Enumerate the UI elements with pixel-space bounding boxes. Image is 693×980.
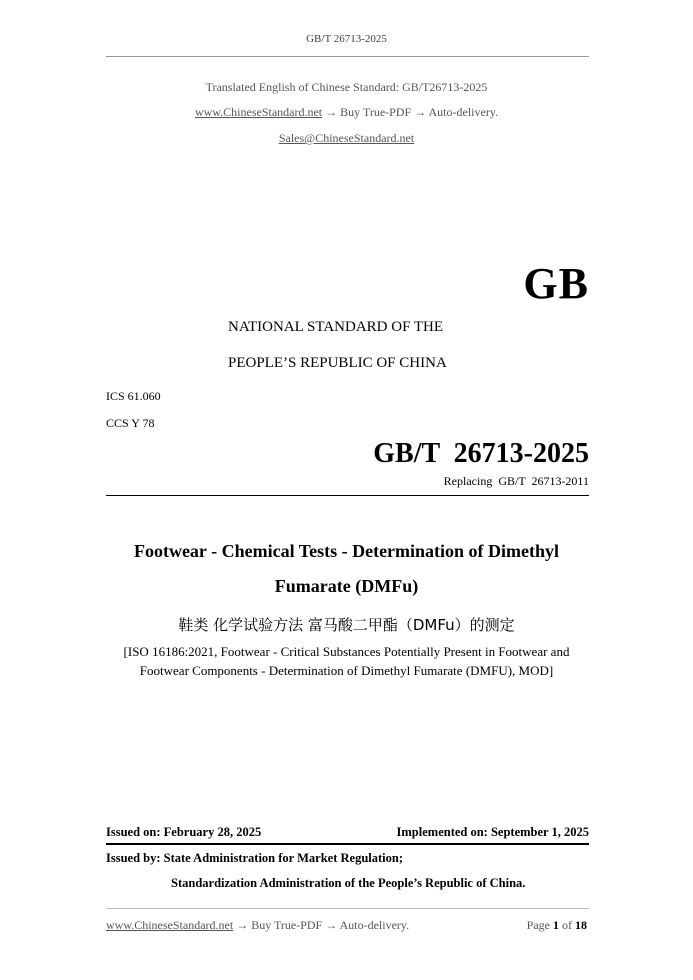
ccs-code: CCS Y 78 <box>106 416 155 430</box>
national-standard-line-2: PEOPLE’S REPUBLIC OF CHINA <box>228 355 447 371</box>
arrow-icon: → <box>236 918 249 932</box>
iso-reference <box>0 642 693 680</box>
standard-number: GB/T 26713-2025 <box>373 438 589 469</box>
promo-line <box>0 105 693 120</box>
header-rule <box>106 56 589 57</box>
title-line-2: Fumarate (DMFu) <box>274 576 419 596</box>
email-link[interactable]: Sales@ChineseStandard.net <box>278 131 415 145</box>
footer-rule <box>106 908 589 909</box>
ics-code: ICS 61.060 <box>106 389 161 403</box>
running-header: GB/T 26713-2025 <box>306 33 387 45</box>
issue-rule <box>106 843 589 845</box>
issued-by-line-2: Standardization Administration of the People’s Republic of China. <box>171 876 526 890</box>
page-label: Page <box>526 918 550 932</box>
chinese-title: 鞋类 化学试验方法 富马酸二甲酯（DMFu）的测定 <box>178 616 515 634</box>
arrow-icon: → <box>414 105 427 119</box>
national-standard-line-1: NATIONAL STANDARD OF THE <box>228 319 444 335</box>
auto-delivery-text: Auto-delivery. <box>428 105 499 119</box>
arrow-icon: → <box>325 918 338 932</box>
of-label: of <box>562 918 572 932</box>
arrow-icon: → <box>325 105 338 119</box>
buy-pdf-text: Buy True-PDF <box>340 105 412 119</box>
issued-on: Issued on: February 28, 2025 <box>106 825 262 839</box>
site-link[interactable]: www.ChineseStandard.net <box>194 105 323 119</box>
translation-notice: Translated English of Chinese Standard: GB/T26713-2025 <box>205 80 488 94</box>
issued-by-line-1: Issued by: State Administration for Market Regulation; <box>106 851 403 865</box>
footer-promo <box>106 918 409 933</box>
page-indicator <box>527 918 587 933</box>
email-line <box>0 131 693 146</box>
page-total: 18 <box>575 918 587 932</box>
footer-delivery-text: Auto-delivery. <box>339 918 410 932</box>
iso-reference-line-1: [ISO 16186:2021, Footwear - Critical Substances Potentially Present in Footwear and <box>123 644 570 659</box>
page-current: 1 <box>553 918 559 932</box>
gb-logo: GB <box>523 259 589 308</box>
footer-site-link[interactable]: www.ChineseStandard.net <box>106 918 234 932</box>
title-line-1: Footwear - Chemical Tests - Determination of Dimethyl <box>133 541 560 561</box>
replacing-note: Replacing GB/T 26713-2011 <box>443 474 589 488</box>
footer-buy-text: Buy True-PDF <box>251 918 323 932</box>
implemented-on: Implemented on: September 1, 2025 <box>396 825 589 839</box>
iso-reference-line-2: Footwear Components - Determination of Dimethyl Fumarate (DMFU), MOD] <box>139 663 554 678</box>
title-rule <box>106 495 589 496</box>
